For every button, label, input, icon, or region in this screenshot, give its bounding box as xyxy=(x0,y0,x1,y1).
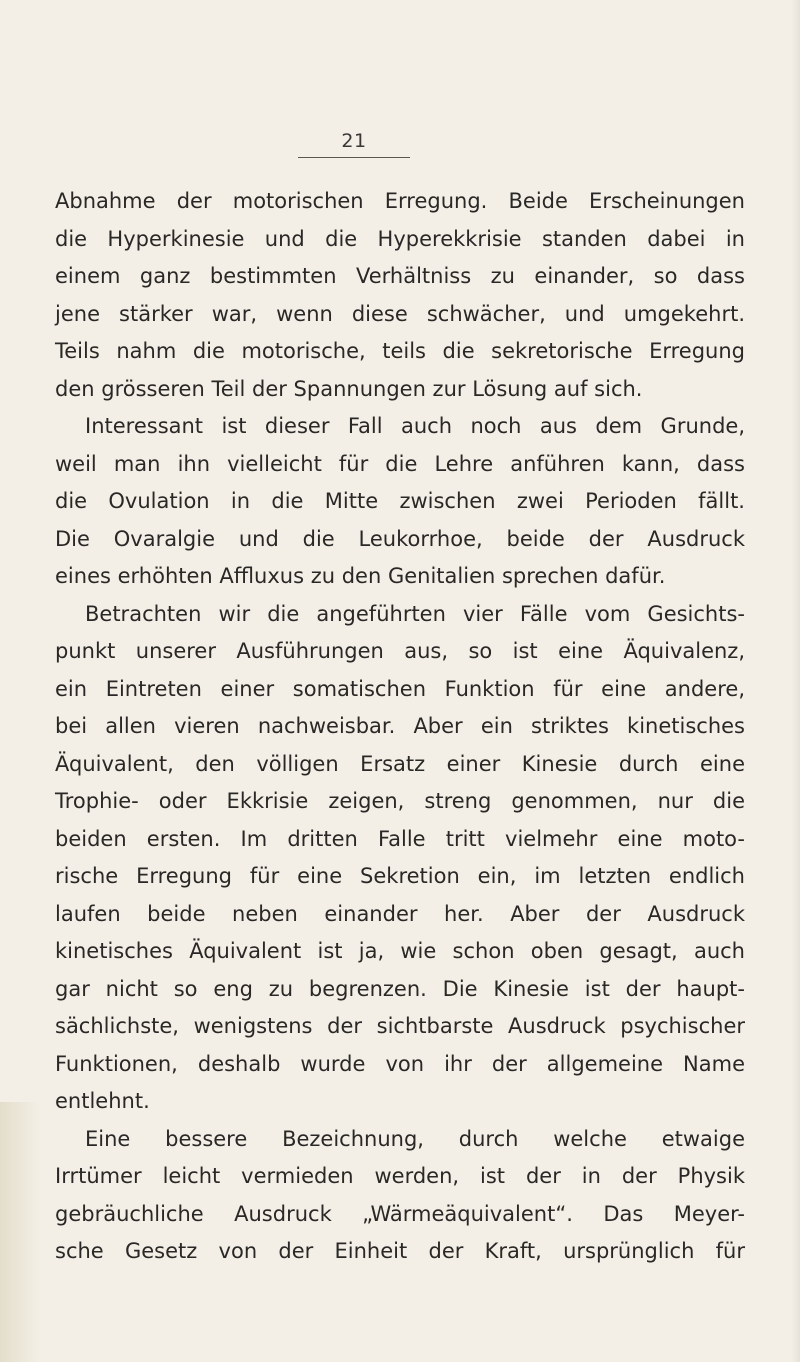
text-line: Eine bessere Bezeichnung, durch welche etwaige xyxy=(85,1126,745,1151)
text-line: die Ovulation in die Mitte zwischen zwei Perioden fällt. xyxy=(55,489,745,513)
text-line: bei allen vieren nachweisbar. Aber ein striktes kinetisches xyxy=(55,714,745,738)
text-line: Die Ovaralgie und die Leukorrhoe, beide der Ausdruck xyxy=(55,526,745,551)
text-line: Funktionen, deshalb wurde von ihr der allgemeine Name xyxy=(55,1051,745,1076)
text-line: eines erhöhten Affluxus zu den Genitalien sprechen dafür. xyxy=(55,564,666,588)
text-line: gar nicht so eng zu begrenzen. Die Kinesie ist der haupt- xyxy=(55,976,745,1001)
text-line: kinetisches Äquivalent ist ja, wie schon oben gesagt, auch xyxy=(55,939,745,963)
text-line: entlehnt. xyxy=(55,1089,150,1113)
page-number: 21 xyxy=(341,130,367,152)
text-line: Trophie- oder Ekkrisie zeigen, streng genommen, nur die xyxy=(55,789,745,813)
text-line: Äquivalent, den völligen Ersatz einer Kinesie durch eine xyxy=(55,751,745,776)
text-line: weil man ihn vielleicht für die Lehre anführen kann, dass xyxy=(55,451,745,476)
text-line: den grösseren Teil der Spannungen zur Lösung auf sich. xyxy=(55,376,643,401)
text-line: Interessant ist dieser Fall auch noch aus dem Grunde, xyxy=(85,414,745,438)
page-number-rule xyxy=(298,157,410,158)
text-line: sächlichste, wenigstens der sichtbarste Ausdruck psychischer xyxy=(55,1014,745,1038)
text-line: ein Eintreten einer somatischen Funktion für eine andere, xyxy=(55,676,745,701)
body-text xyxy=(55,183,745,1271)
text-line: rische Erregung für eine Sekretion ein, im letzten endlich xyxy=(55,864,745,888)
text-line: laufen beide neben einander her. Aber der Ausdruck xyxy=(55,901,745,926)
text-line: jene stärker war, wenn diese schwächer, und umgekehrt. xyxy=(55,301,745,326)
page-edge-shadow xyxy=(792,0,800,1362)
text-line: gebräuchliche Ausdruck „Wärmeäquivalent“. Das Meyer- xyxy=(55,1201,745,1226)
text-line: punkt unserer Ausführungen aus, so ist eine Äquivalenz, xyxy=(55,639,745,663)
text-line: einem ganz bestimmten Verhältniss zu einander, so dass xyxy=(55,264,745,288)
text-line: Irrtümer leicht vermieden werden, ist der in der Physik xyxy=(55,1164,745,1188)
text-line: Abnahme der motorischen Erregung. Beide Erscheinungen xyxy=(55,189,745,213)
text-line: Teils nahm die motorische, teils die sekretorische Erregung xyxy=(55,339,745,363)
text-line: sche Gesetz von der Einheit der Kraft, ursprünglich für xyxy=(55,1239,745,1263)
text-line: Betrachten wir die angeführten vier Fälle vom Gesichts- xyxy=(85,601,745,626)
page-stain xyxy=(0,1102,40,1362)
text-line: beiden ersten. Im dritten Falle tritt vielmehr eine moto- xyxy=(55,826,745,851)
text-line: die Hyperkinesie und die Hyperekkrisie standen dabei in xyxy=(55,226,745,251)
